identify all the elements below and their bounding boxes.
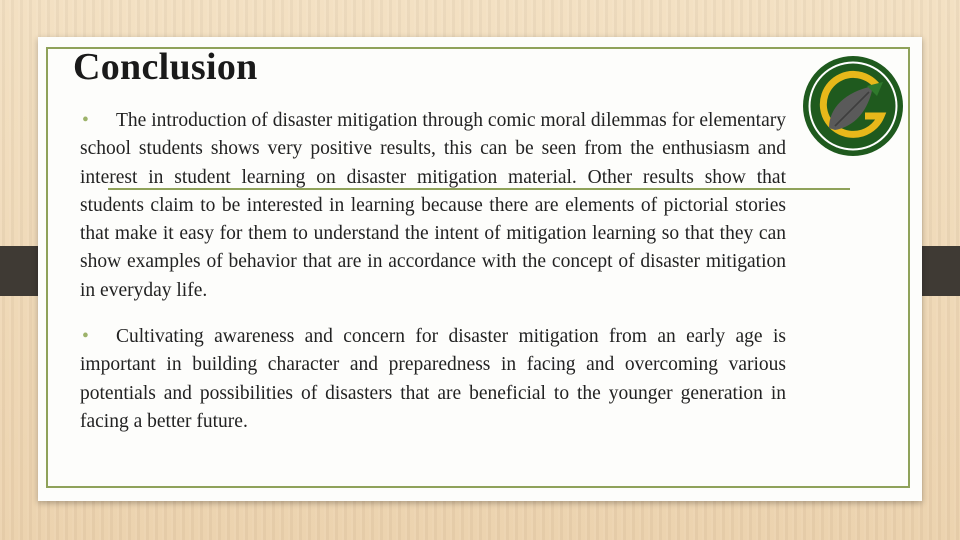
bullet-paragraph-1 — [80, 107, 786, 305]
bullet-icon: • — [82, 110, 89, 131]
slide-content — [80, 107, 786, 454]
slide-title: Conclusion — [73, 46, 258, 88]
bullet-paragraph-2 — [80, 323, 786, 436]
left-side-tab — [0, 246, 40, 296]
paragraph-text: Cultivating awareness and concern for disaster mitigation from an early age is important in building character and preparedness in facing and overcoming various potentials and possibilities of disasters that are beneficial to the younger generation in facing a better future. — [80, 326, 786, 432]
g-leaf-logo-icon — [799, 52, 907, 160]
slide-card — [38, 37, 922, 501]
bullet-icon: • — [82, 326, 89, 348]
paragraph-text: The introduction of disaster mitigation through comic moral dilemmas for elementary school students shows very positive results, this can be seen from the enthusiasm and interest in student learning on disaster mitigation material. Other results show that students claim to be interested in learning because there are elements of pictorial stories that make it easy for them to understand the intent of mitigation learning so that they can show examples of behavior that are in accordance with the concept of disaster mitigation in everyday life. — [80, 110, 786, 301]
